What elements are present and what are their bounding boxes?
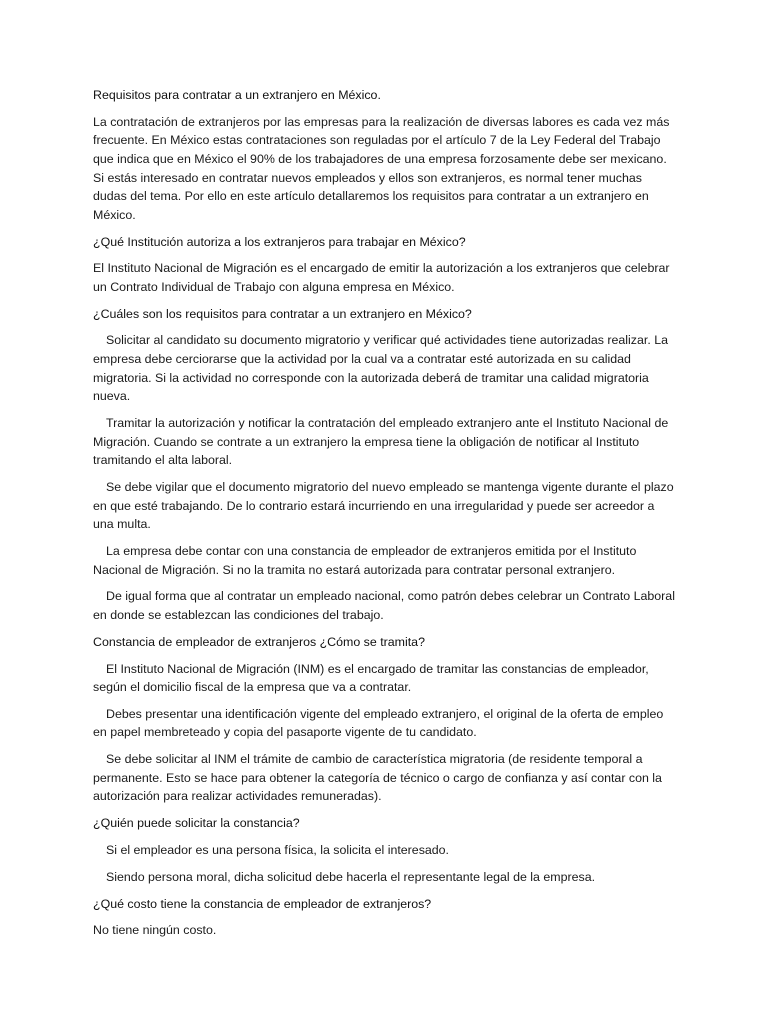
answer-institution: El Instituto Nacional de Migración es el encargado de emitir la autorización a los extranjeros que celebrar un Contrato Individual de Trabajo con alguna empresa en México. bbox=[93, 261, 670, 294]
question-requirements: ¿Cuáles son los requisitos para contratar a un extranjero en México? bbox=[93, 306, 472, 321]
document-title: Requisitos para contratar a un extranjero en México. bbox=[93, 88, 381, 102]
who-requests-item: Si el empleador es una persona física, la solicita el interesado. bbox=[106, 843, 449, 857]
answer-cost: No tiene ningún costo. bbox=[93, 923, 217, 938]
who-requests-item: Siendo persona moral, dicha solicitud debe hacerla el representante legal de la empresa. bbox=[106, 869, 596, 884]
question-institution: ¿Qué Institución autoriza a los extranjeros para trabajar en México? bbox=[93, 234, 466, 249]
document-body bbox=[93, 86, 675, 948]
requirement-item: La empresa debe contar con una constancia de empleador de extranjeros emitida por el Instituto Nacional de Migración. Si no la tramita no estará autorizada para contratar personal extranjero. bbox=[93, 543, 637, 577]
intro-paragraph: La contratación de extranjeros por las empresas para la realización de diversas labores es cada vez más frecuente. En México estas contrataciones son reguladas por el artículo 7 de la Ley Federal del Trabajo que indica que en México el 90% de los trabajadores de una empresa forzosamente debe ser mexicano. Si estás interesado en contratar nuevos empleados y ellos son extranjeros, es normal tener muchas dudas del tema. Por ello en este artículo detallaremos los requisitos para contratar a un extranjero en México. bbox=[93, 114, 670, 222]
question-certificate-process: Constancia de empleador de extranjeros ¿Cómo se tramita? bbox=[93, 634, 425, 649]
requirement-item: De igual forma que al contratar un empleado nacional, como patrón debes celebrar un Contrato Laboral en donde se establezcan las condiciones del trabajo. bbox=[93, 589, 675, 622]
requirement-item: Se debe vigilar que el documento migratorio del nuevo empleado se mantenga vigente durante el plazo en que esté trabajando. De lo contrario estará incurriendo en una irregularidad y puede ser acreedor a una multa. bbox=[93, 480, 674, 532]
requirement-item: Tramitar la autorización y notificar la contratación del empleado extranjero ante el Instituto Nacional de Migración. Cuando se contrate a un extranjero la empresa tiene la obligación de notificar al Instituto tramitando el alta laboral. bbox=[93, 416, 669, 468]
certificate-step: El Instituto Nacional de Migración (INM) es el encargado de tramitar las constancias de empleador, según el domicilio fiscal de la empresa que va a contratar. bbox=[93, 661, 649, 695]
question-cost: ¿Qué costo tiene la constancia de empleador de extranjeros? bbox=[93, 896, 432, 911]
question-who-requests: ¿Quién puede solicitar la constancia? bbox=[93, 816, 300, 831]
certificate-step: Debes presentar una identificación vigente del empleado extranjero, el original de la oferta de empleo en papel membreteado y copia del pasaporte vigente de tu candidato. bbox=[93, 706, 664, 740]
certificate-step: Se debe solicitar al INM el trámite de cambio de característica migratoria (de residente temporal a permanente. Esto se hace para obtener la categoría de técnico o cargo de confianza y así contar con la autorización para realizar actividades remuneradas). bbox=[93, 752, 662, 804]
requirement-item: Solicitar al candidato su documento migratorio y verificar qué actividades tiene autorizadas realizar. La empresa debe cerciorarse que la actividad por la cual va a contratar esté autorizada en su calidad migratoria. Si la actividad no corresponde con la autorizada deberá de tramitar una calidad migratoria nueva. bbox=[93, 333, 669, 404]
